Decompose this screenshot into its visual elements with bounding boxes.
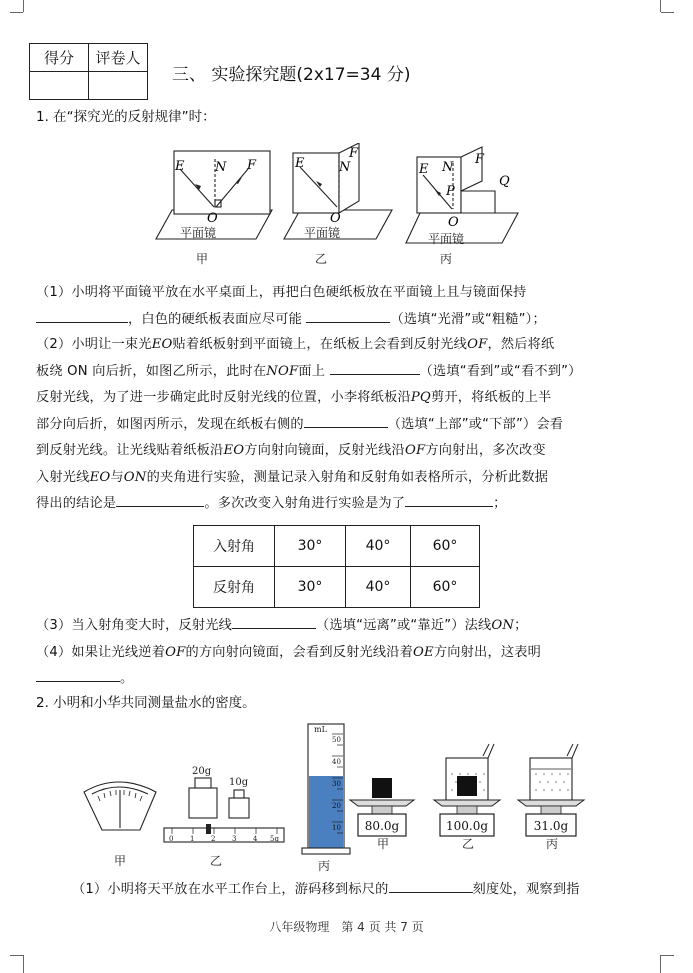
cylinder-tick-label: 10: [332, 824, 341, 832]
table-row-label: 反射角: [194, 567, 275, 608]
label-o-jia: O: [207, 211, 218, 226]
crop-mark-top-right-h: [661, 12, 674, 13]
score-cell: [30, 72, 89, 100]
label-n-jia: N: [215, 160, 227, 175]
label-e-jia: E: [175, 159, 185, 174]
mirror-label-jia: 平面镜: [180, 226, 217, 240]
board-bing-lower: [461, 191, 495, 213]
blank-9[interactable]: [389, 878, 473, 893]
ruler-tick-label: 2: [211, 835, 216, 843]
caption-dial: 甲: [114, 854, 127, 868]
crop-mark-bottom-right: [660, 955, 661, 973]
graduated-cylinder: [302, 724, 350, 854]
label-e-yi: E: [295, 156, 305, 171]
blank-2[interactable]: [306, 308, 390, 323]
mirror-label-bing: 平面镜: [428, 232, 465, 246]
label-f-bing: F: [475, 152, 485, 167]
q1-part2: （2）小明让一束光EO贴着纸板射到平面镜上，在纸板上会看到反射光线OF，然后将纸 板绕 ON 向后折，如图乙所示，此时在NOF面上 （选填“看到”或“看不到”） 反射光线，为了进一步确定此时反射光线的位置，小李将纸板沿PQ剪开，将纸板的上半 部分向后折，如图丙所示，发现在纸板右侧的 （选填“上部”或“下部”）会看 到反射光线。让光线贴着纸板沿EO方向射向镜面，反射光线沿OF方向射出，多次改变 入射光线EO与ON的夹角进行实验，测量记录入射角和反射角如表格所示，分析此数据 得出的结论是 。多次改变入射角进行实验是为了 ；: [36, 337, 582, 511]
caption-scale-bing: 丙: [546, 837, 559, 851]
blank-6[interactable]: [405, 492, 493, 507]
grader-cell: [89, 72, 148, 100]
ruler-tick-label: 1: [190, 835, 195, 843]
q1-part3-4: （3）当入射角变大时，反射光线 （选填“远离”或“靠近”）法线ON； （4）如果让光线逆着OF的方向射向镜面，会看到反射光线沿着OE方向射出，这表明 。: [36, 613, 636, 693]
blank-5[interactable]: [116, 492, 204, 507]
weight-20g-label: 20g: [192, 766, 212, 777]
density-figure: [76, 720, 596, 872]
scale-yi: [434, 744, 500, 836]
weight-10g-label: 10g: [229, 777, 249, 788]
grader-label: 评卷人: [89, 44, 148, 72]
table-row: [194, 567, 480, 608]
section-title: 三、 实验探究题(2x17=34 分): [172, 65, 411, 85]
scale-reading-yi: 100.0g: [445, 819, 489, 833]
caption-yi: 乙: [315, 252, 328, 266]
q1-part1: （1）小明将平面镜平放在水平桌面上，再把白色硬纸板放在平面镜上且与镜面保持 ，白色的硬纸板表面应尽可能 （选填“光滑”或“粗糙”）；: [36, 285, 546, 327]
table-row: [194, 526, 480, 567]
caption-bing: 丙: [440, 252, 453, 266]
label-n-bing: N: [442, 160, 454, 175]
angle-table: [193, 525, 480, 608]
label-o-bing: O: [448, 215, 459, 230]
label-o-yi: O: [330, 211, 341, 226]
crop-mark-bottom-right-h: [661, 955, 674, 956]
blank-7[interactable]: [232, 614, 316, 629]
q1-intro: 1. 在“探究光的反射规律”时：: [36, 109, 216, 125]
label-f-jia: F: [247, 158, 257, 173]
page-footer: 八年级物理 第 4 页 共 7 页: [269, 920, 424, 934]
crop-mark-bottom-left-h: [10, 955, 23, 956]
table-row-label: 入射角: [194, 526, 275, 567]
blank-8[interactable]: [36, 667, 120, 682]
label-p-bing: P: [446, 184, 455, 199]
crop-mark-top-left: [23, 0, 24, 12]
caption-scale-jia: 甲: [377, 837, 390, 851]
scale-reading-jia: 80.0g: [364, 819, 400, 833]
label-e-bing: E: [419, 162, 429, 177]
score-label: 得分: [30, 44, 89, 72]
cylinder-tick-label: 50: [332, 736, 341, 744]
ruler-tick-label: 0: [169, 835, 174, 843]
blank-1[interactable]: [36, 308, 128, 323]
table-cell: 60°: [411, 567, 480, 608]
cylinder-tick-label: 30: [332, 780, 341, 788]
caption-cylinder: 丙: [318, 859, 331, 872]
reflection-figure: [150, 143, 530, 271]
cylinder-tick-label: 20: [332, 802, 341, 810]
score-box: [29, 43, 148, 100]
q2-part1: （1）小明将天平放在水平工作台上，游码移到标尺的 刻度处，观察到指: [72, 877, 642, 904]
cylinder-tick-label: 40: [332, 758, 341, 766]
scale-jia: [350, 778, 414, 836]
table-cell: 30°: [275, 567, 346, 608]
caption-scale-yi: 乙: [462, 837, 475, 851]
caption-jia: 甲: [196, 252, 209, 266]
balance-dial: [84, 782, 156, 830]
cylinder-unit: mL: [314, 725, 327, 734]
caption-weights: 乙: [210, 854, 223, 868]
scale-reading-bing: 31.0g: [533, 819, 569, 833]
ruler-tick-label: 4: [253, 835, 258, 843]
crop-mark-bottom-left: [23, 955, 24, 973]
table-cell: 40°: [346, 567, 411, 608]
scale-bing: [518, 744, 584, 836]
ruler-tick-label: 3: [232, 835, 237, 843]
blank-3[interactable]: [330, 360, 420, 375]
label-n-yi: N: [339, 160, 351, 175]
crop-mark-top-right: [660, 0, 661, 12]
table-cell: 60°: [411, 526, 480, 567]
crop-mark-top-left-h: [10, 12, 23, 13]
label-q-bing: Q: [499, 174, 510, 189]
q2-intro: 2. 小明和小华共同测量盐水的密度。: [36, 695, 256, 711]
mirror-label-yi: 平面镜: [304, 226, 341, 240]
ruler-tick-label: 5g: [270, 835, 279, 843]
rider-ruler: [164, 824, 284, 843]
label-f-yi: F: [349, 146, 359, 161]
blank-4[interactable]: [304, 413, 388, 428]
table-cell: 40°: [346, 526, 411, 567]
table-cell: 30°: [275, 526, 346, 567]
